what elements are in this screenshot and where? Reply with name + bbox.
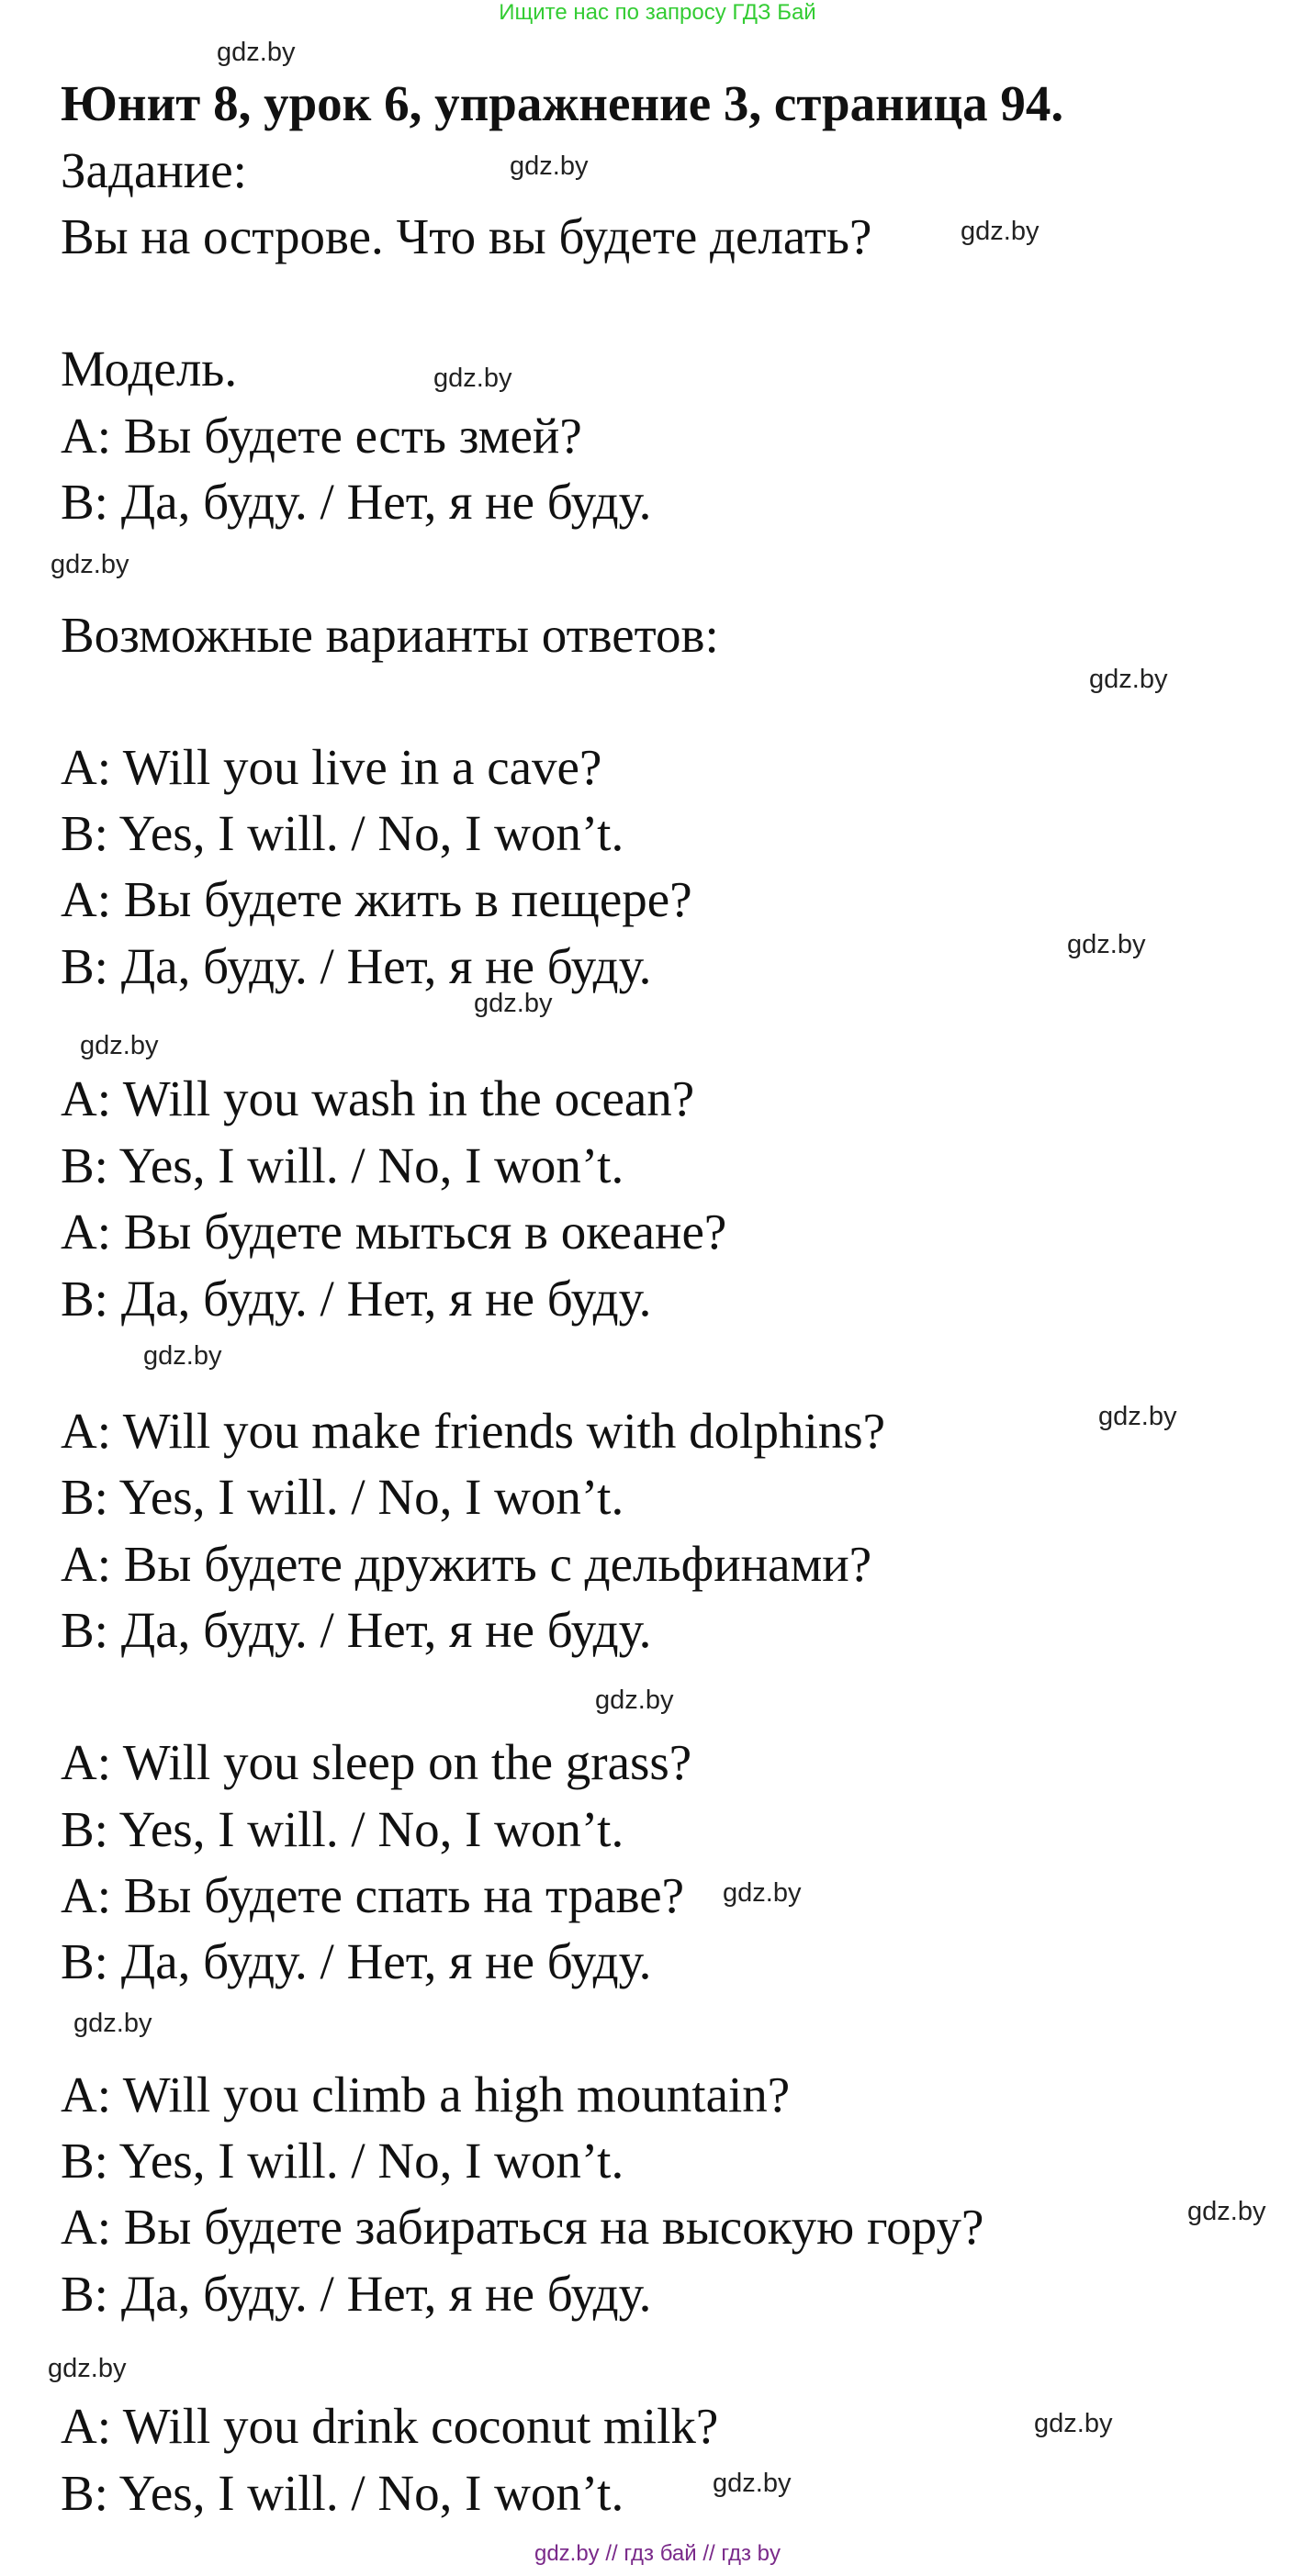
- answers-label: Возможные варианты ответов:: [61, 607, 719, 663]
- dialog-answer-ru: В: Да, буду. / Нет, я не буду.: [61, 1933, 652, 1989]
- dialog-answer-ru: В: Да, буду. / Нет, я не буду.: [61, 938, 652, 994]
- watermark: gdz.by: [48, 2354, 127, 2383]
- dialog-question-en: A: Will you wash in the ocean?: [61, 1070, 695, 1126]
- top-banner-link[interactable]: Ищите нас по запросу ГДЗ Бай: [499, 0, 816, 25]
- model-answer: В: Да, буду. / Нет, я не буду.: [61, 474, 652, 530]
- watermark: gdz.by: [143, 1341, 222, 1371]
- dialog-question-en: A: Will you sleep on the grass?: [61, 1734, 692, 1790]
- page-title: Юнит 8, урок 6, упражнение 3, страница 94.: [61, 75, 1064, 131]
- watermark: gdz.by: [474, 989, 553, 1018]
- watermark: gdz.by: [433, 364, 512, 393]
- watermark: gdz.by: [723, 1878, 802, 1908]
- task-text: Вы на острове. Что вы будете делать?: [61, 208, 872, 264]
- watermark: gdz.by: [961, 217, 1040, 246]
- dialog-question-en: A: Will you live in a cave?: [61, 739, 602, 795]
- watermark: gdz.by: [1089, 665, 1168, 694]
- dialog-question-en: A: Will you climb a high mountain?: [61, 2066, 791, 2122]
- dialog-answer-en: B: Yes, I will. / No, I won’t.: [61, 1469, 624, 1525]
- dialog-question-ru: А: Вы будете забираться на высокую гору?: [61, 2199, 984, 2255]
- watermark: gdz.by: [217, 38, 296, 67]
- watermark: gdz.by: [1034, 2409, 1113, 2438]
- watermark: gdz.by: [510, 151, 589, 181]
- dialog-question-ru: А: Вы будете жить в пещере?: [61, 871, 692, 927]
- dialog-answer-en: B: Yes, I will. / No, I won’t.: [61, 2133, 624, 2189]
- dialog-answer-en: B: Yes, I will. / No, I won’t.: [61, 1801, 624, 1857]
- dialog-question-ru: А: Вы будете мыться в океане?: [61, 1204, 727, 1260]
- watermark: gdz.by: [1098, 1402, 1177, 1431]
- dialog-question-ru: А: Вы будете спать на траве?: [61, 1867, 685, 1923]
- watermark: gdz.by: [1187, 2197, 1266, 2226]
- dialog-answer-ru: В: Да, буду. / Нет, я не буду.: [61, 1271, 652, 1327]
- dialog-answer-ru: В: Да, буду. / Нет, я не буду.: [61, 2266, 652, 2322]
- watermark: gdz.by: [51, 550, 129, 579]
- dialog-question-ru: А: Вы будете дружить с дельфинами?: [61, 1536, 872, 1592]
- footer-links[interactable]: gdz.by // гдз бай // гдз by: [534, 2541, 781, 2566]
- watermark: gdz.by: [595, 1686, 674, 1715]
- dialog-answer-en: B: Yes, I will. / No, I won’t.: [61, 805, 624, 861]
- task-label: Задание:: [61, 142, 247, 198]
- dialog-answer-en: B: Yes, I will. / No, I won’t.: [61, 1137, 624, 1193]
- model-label: Модель.: [61, 341, 238, 397]
- watermark: gdz.by: [73, 2009, 152, 2038]
- watermark: gdz.by: [713, 2469, 792, 2498]
- dialog-question-en: A: Will you drink coconut milk?: [61, 2398, 719, 2454]
- model-question: А: Вы будете есть змей?: [61, 408, 582, 464]
- watermark: gdz.by: [80, 1031, 159, 1060]
- dialog-answer-en: B: Yes, I will. / No, I won’t.: [61, 2465, 624, 2521]
- dialog-question-en: A: Will you make friends with dolphins?: [61, 1403, 886, 1459]
- watermark: gdz.by: [1067, 930, 1146, 959]
- dialog-answer-ru: В: Да, буду. / Нет, я не буду.: [61, 1602, 652, 1658]
